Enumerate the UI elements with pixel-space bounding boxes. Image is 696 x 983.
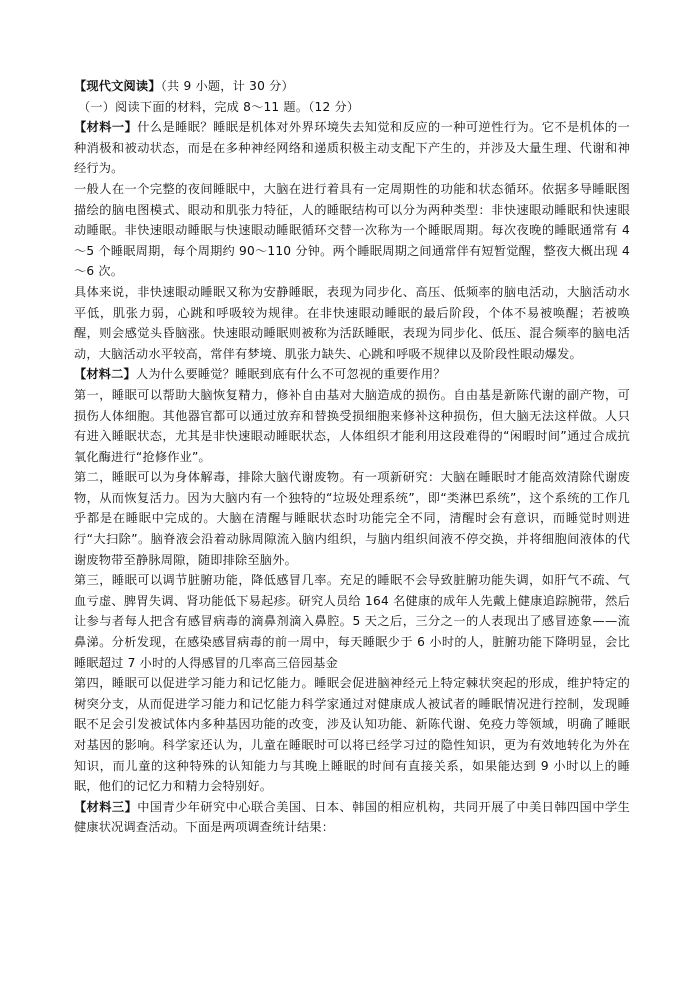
material-one-p2: 一般人在一个完整的夜间睡眠中，大脑在进行着具有一定周期性的功能和状态循环。依据多导睡眠图描绘的脑电图模式、眼动和肌张力特征，人的睡眠结构可以分为两种类型：非快速眼动睡眠和快速眼动睡眠。非快速眼动睡眠与快速眼动睡眠循环交替一次称为一个睡眠周期。每次夜晚的睡眠通常有 4～5 个睡眠周期，每个周期约 90～110 分钟。两个睡眠周期之间通常伴有短暂觉醒，整夜大概出现 4～6 次。 [74, 181, 630, 279]
heading-score: （共 9 小题，计 30 分） [160, 79, 294, 93]
material-one-p3: 具体来说，非快速眼动睡眠又称为安静睡眠，表现为同步化、高压、低频率的脑电活动，大脑活动水平低，肌张力弱，心跳和呼吸较为规律。在非快速眼动睡眠的最后阶段，个体不易被唤醒；若被唤醒，则会感觉头昏脑涨。快速眼动睡眠则被称为活跃睡眠，表现为同步化、低压、混合频率的脑电活动，大脑活动水平较高，常伴有梦境、肌张力缺失、心跳和呼吸不规律以及阶段性眼动爆发。 [74, 284, 630, 361]
material-one-p1 [74, 117, 630, 179]
material-two-p4: 第四，睡眠可以促进学习能力和记忆能力。睡眠会促进脑神经元上特定棘状突起的形成，维护特定的树突分支，从而促进学习能力和记忆能力科学家通过对健康成人被试者的睡眠情况进行控制，发现睡眠不足会引发被试体内多种基因功能的改变，涉及认知功能、新陈代谢、免疫力等领域，明确了睡眠对基因的影响。科学家还认为，儿童在睡眠时可以将已经学习过的隐性知识，更为有效地转化为外在知识，而儿童的这种特殊的认知能力与其晚上睡眠的时间有直接关系，如果能达到 9 小时以上的睡眠，他们的记忆力和精力会特别好。 [74, 676, 630, 794]
material-two-p1: 第一，睡眠可以帮助大脑恢复精力，修补自由基对大脑造成的损伤。自由基是新陈代谢的副产物，可损伤人体细胞。其他器官都可以通过放弃和替换受损细胞来修补这种损伤，但大脑无法这样做。人只有进入睡眠状态，尤其是非快速眼动睡眠状态，人体组织才能利用这段难得的“闲暇时间”通过合成抗氧化酶进行“抢修作业”。 [74, 387, 630, 464]
material-one-label: 【材料一】 [74, 120, 138, 135]
material-two-label: 【材料二】 [74, 367, 136, 382]
material-two-intro [74, 364, 630, 385]
material-three-label: 【材料三】 [74, 799, 138, 814]
section-heading [74, 76, 630, 97]
material-two-intro-text: 人为什么要睡觉？睡眠到底有什么不可忽视的重要作用？ [135, 367, 446, 382]
document-page [74, 76, 630, 838]
material-three-text: 中国青少年研究中心联合美国、日本、韩国的相应机构，共同开展了中美日韩四国中学生健康状况调查活动。下面是两项调查统计结果： [74, 799, 630, 835]
material-three-p1 [74, 797, 630, 838]
material-one-p1-text: 什么是睡眠？睡眠是机体对外界环境失去知觉和反应的一种可逆性行为。它不是机体的一种消极和被动状态，而是在多种神经网络和递质积极主动支配下产生的，并涉及大量生理、代谢和神经行为。 [74, 120, 630, 176]
material-two-p3: 第三，睡眠可以调节脏腑功能，降低感冒几率。充足的睡眠不会导致脏腑功能失调，如肝气不疏、气血亏虚、脾胃失调、肾功能低下易起疹。研究人员给 164 名健康的成年人先戴上健康追踪腕带，然后让参与者每人把含有感冒病毒的滴鼻剂滴入鼻腔。5 天之后，三分之一的人表现出了感冒迹象——流鼻涕。分析发现，在感染感冒病毒的前一周中，每天睡眠少于 6 小时的人，脏腑功能下降明显，会比睡眠超过 7 小时的人得感冒的几率高三倍园基金 [74, 573, 630, 670]
question-instruction: （一）阅读下面的材料，完成 8～11 题。（12 分） [78, 99, 360, 114]
heading-title: 【现代文阅读】 [74, 79, 161, 93]
material-two-p2: 第二，睡眠可以为身体解毒，排除大脑代谢废物。有一项新研究：大脑在睡眠时才能高效清除代谢废物，从而恢复活力。因为大脑内有一个独特的“垃圾处理系统”，即“类淋巴系统”，这个系统的工作几乎都是在睡眠中完成的。大脑在清醒与睡眠状态时功能完全不同，清醒时会有意识，而睡觉时则进行“大扫除”。脑脊液会沿着动脉周隙流入脑内组织，与脑内组织间液不停交换，并将细胞间液体的代谢废物带至静脉周隙，随即排除至脑外。 [74, 470, 630, 567]
